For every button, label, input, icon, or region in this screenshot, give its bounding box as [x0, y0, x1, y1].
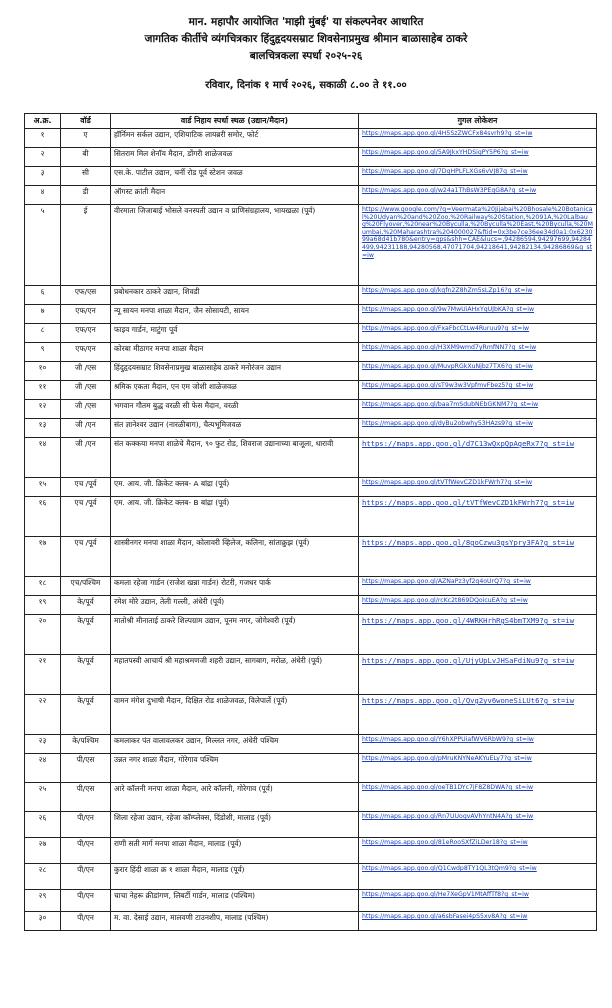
venue-name: वीरमाता जिजाबाई भोसले वनस्पती उद्यान व प्राणिसंग्रहालय, भायखळा (पूर्व) [111, 205, 359, 286]
ward-name: ई [61, 205, 111, 286]
venue-name: भगवान गौतम बुद्ध वरळी सी फेस मैदान, वरळी [111, 400, 359, 419]
table-row [25, 615, 597, 655]
ward-name: के/पूर्व [61, 615, 111, 655]
table-row [25, 655, 597, 695]
ward-name: के/पूर्व [61, 695, 111, 735]
venue-name: कमलाकर पंत वालावलकर उद्यान, मिल्लत नगर, अंधेरी पश्चिम [111, 735, 359, 754]
table-row [25, 129, 597, 148]
serial-number: २९ [25, 890, 61, 912]
google-maps-link[interactable]: https://maps.app.goo.gl/4H5SzZWCFx84svrh9?g_st=iw [359, 129, 597, 148]
serial-number: ५ [25, 205, 61, 286]
venue-name: संत ज्ञानेश्वर उद्यान (नारळीबाग), चैत्यभूमिजवळ [111, 419, 359, 438]
venue-name: श्रमिक एकता मैदान, एन एम जोशी शाळेजवळ [111, 381, 359, 400]
table-row [25, 478, 597, 497]
venue-name: रमेश मोरे उद्यान, तेली गल्ली, अंधेरी (पूर्व) [111, 596, 359, 615]
serial-number: २० [25, 615, 61, 655]
table-row [25, 438, 597, 478]
column-header-location: गुगल लोकेशन [359, 114, 597, 129]
google-maps-link[interactable]: https://maps.app.goo.gl/7DqHPLFLXGs6vVJ87g_st=iw [359, 167, 597, 186]
serial-number: २१ [25, 655, 61, 695]
venue-name: एस.के. पाटील उद्यान, चर्नी रोड पूर्व स्टेशन जवळ [111, 167, 359, 186]
document-header [0, 14, 612, 94]
serial-number: १९ [25, 596, 61, 615]
serial-number: २२ [25, 695, 61, 735]
venue-name: कुरार हिंदी शाळा क्र १ शाळा मैदान, मालाड (पूर्व) [111, 864, 359, 890]
column-header-venue: वार्ड निहाय स्पर्धा स्थळ (उद्यान/मैदान) [111, 114, 359, 129]
google-maps-link[interactable]: https://maps.app.goo.gl/a6sbFasei4pS5xv8A?g_st=iw [359, 912, 597, 931]
venue-name: शास्त्रीनगर मनपा शाळा मैदान, कोलावरी व्हिलेज, कलिना, सांताक्रुझ (पूर्व) [111, 537, 359, 577]
google-maps-link[interactable]: https://maps.app.goo.gl/tVTfWevCZD1kFWrh7?g_st=iw [359, 478, 597, 497]
ward-name: जी /एस [61, 381, 111, 400]
google-maps-link[interactable]: https://maps.app.goo.gl/Y6hXPPUiafWV6RbW9?g_st=iw [359, 735, 597, 754]
ward-name: के/पूर्व [61, 596, 111, 615]
venue-name: कमला रहेजा गार्डन (राजेश खन्ना गार्डन) रोटरी, गजधर पार्क [111, 577, 359, 596]
google-maps-link[interactable]: https://maps.app.goo.gl/FxaFbcCtLw4Ruruu9?g_st=iw [359, 324, 597, 343]
serial-number: २५ [25, 783, 61, 812]
google-maps-link[interactable]: https://maps.app.goo.gl/Q1Cwdp8TY1QL3tQm9?g_st=iw [359, 864, 597, 890]
serial-number: १३ [25, 419, 61, 438]
ward-name: पी/एस [61, 754, 111, 783]
serial-number: १६ [25, 497, 61, 537]
google-maps-link[interactable]: https://maps.app.goo.gl/tVTfWevCZD1kFWrh7?g_st=iw [359, 497, 597, 537]
ward-name: डी [61, 186, 111, 205]
google-maps-link[interactable]: https://maps.app.goo.gl/9w7MwUiAHxYqUJbKA?g_st=iw [359, 305, 597, 324]
google-maps-link[interactable]: https://maps.app.goo.gl/kgfn2Z8hZm5sLZp16?g_st=iw [359, 286, 597, 305]
serial-number: ९ [25, 343, 61, 362]
table-row [25, 735, 597, 754]
table-row [25, 497, 597, 537]
serial-number: ६ [25, 286, 61, 305]
google-maps-link[interactable]: https://maps.app.goo.gl/w24a1ThBsW3PEqG8A?g_st=iw [359, 186, 597, 205]
serial-number: ३० [25, 912, 61, 931]
venue-table [24, 113, 597, 931]
serial-number: १० [25, 362, 61, 381]
venue-name: ऑगस्ट क्रांती मैदान [111, 186, 359, 205]
serial-number: ८ [25, 324, 61, 343]
table-row [25, 537, 597, 577]
table-row [25, 783, 597, 812]
venue-name: मातोश्री मीनाताई ठाकरे शिल्पग्राम उद्यान, पूनम नगर, जोगेश्वरी (पूर्व) [111, 615, 359, 655]
table-row [25, 864, 597, 890]
table-row [25, 324, 597, 343]
google-maps-link[interactable]: https://maps.app.goo.gl/H3XM9wmd7yRmfNN7?g_st=iw [359, 343, 597, 362]
event-date: रविवार, दिनांक १ मार्च २०२६, सकाळी ८.०० ते ११.०० [205, 80, 407, 91]
serial-number: २ [25, 148, 61, 167]
ward-name: पी/एन [61, 912, 111, 931]
serial-number: ७ [25, 305, 61, 324]
serial-number: २६ [25, 812, 61, 838]
venue-name: हॉर्निमन सर्कल उद्यान, एशियाटिक लायब्ररी समोर, फोर्ट [111, 129, 359, 148]
google-maps-link[interactable]: https://maps.app.goo.gl/AZNaPz3yf2q4oUrQ7?g_st=iw [359, 577, 597, 596]
column-header-ward: वॉर्ड [61, 114, 111, 129]
google-maps-link[interactable]: https://maps.app.goo.gl/pMruKNYNeAKYuELy7?g_st=iw [359, 754, 597, 783]
serial-number: २७ [25, 838, 61, 864]
table-row [25, 305, 597, 324]
google-maps-link[interactable]: https://maps.app.goo.gl/UjyUpLvJHSaFdiNu9?g_st=iw [359, 655, 597, 695]
header-line-2: जागतिक कीर्तीचे व्यंगचित्रकार हिंदुहृदयसम्राट शिवसेनाप्रमुख श्रीमान बाळासाहेब ठाकरे [144, 33, 468, 45]
google-maps-link[interactable]: https://maps.app.goo.gl/Rn7UUogvAVhYntN4A?g_st=iw [359, 812, 597, 838]
ward-name: पी/एन [61, 890, 111, 912]
serial-number: १५ [25, 478, 61, 497]
serial-number: १४ [25, 438, 61, 478]
table-row [25, 695, 597, 735]
venue-name: महातपस्वी आचार्य श्री महाश्रमणजी शहरी उद्यान, सागबाग, मरोळ, अंधेरी (पूर्व) [111, 655, 359, 695]
table-row [25, 286, 597, 305]
serial-number: १ [25, 129, 61, 148]
ward-name: एफ/एन [61, 324, 111, 343]
ward-name: के/पूर्व [61, 655, 111, 695]
table-row [25, 596, 597, 615]
table-row [25, 838, 597, 864]
serial-number: २८ [25, 864, 61, 890]
venue-name: वामन मंगेश दुभाषी मैदान, दिक्षित रोड शाळेजवळ, विलेपार्ले (पूर्व) [111, 695, 359, 735]
venue-name: हिंदुहृदयसम्राट शिवसेनाप्रमुख बाळासाहेब ठाकरे मनोरंजन उद्यान [111, 362, 359, 381]
ward-name: के/पश्चिम [61, 735, 111, 754]
ward-name: पी/एन [61, 812, 111, 838]
venue-name: शिला रहेजा उद्यान, रहेजा कॉम्प्लेक्स, दिंडोशी, मालाड (पूर्व) [111, 812, 359, 838]
ward-name: ए [61, 129, 111, 148]
ward-name: पी/एस [61, 783, 111, 812]
venue-name: संत कक्कया मनपा शाळेचे मैदान, ९० फुट रोड, शिवराज उद्यानाच्या बाजूला, धारावी [111, 438, 359, 478]
table-row [25, 343, 597, 362]
google-maps-link[interactable]: https://maps.app.goo.gl/5A9JkxYHDSigPY5P6?g_st=iw [359, 148, 597, 167]
venue-name: आरे कॉलनी मनपा शाळा मैदान, आरे कॉलनी, गोरेगाव (पूर्व) [111, 783, 359, 812]
google-maps-link[interactable]: https://maps.app.goo.gl/dyBu2obwhy53HAzs9?g_st=iw [359, 419, 597, 438]
table-row [25, 400, 597, 419]
ward-name: एच /पूर्व [61, 537, 111, 577]
google-maps-link[interactable]: https://maps.app.goo.gl/rcKc2t869DQoicuEA?g_st=iw [359, 596, 597, 615]
google-maps-link[interactable]: https://maps.app.goo.gl/sT9w3w3VpfmvFbez5?g_st=iw [359, 381, 597, 400]
ward-name: एफ/एन [61, 305, 111, 324]
venue-name: न्यू सायन मनपा शाळा मैदान, जैन सोसायटी, सायन [111, 305, 359, 324]
google-maps-link[interactable]: https://maps.app.goo.gl/81eRooSXfZiLDer18?g_st=iw [359, 838, 597, 864]
serial-number: १७ [25, 537, 61, 577]
serial-number: २३ [25, 735, 61, 754]
google-maps-link[interactable]: https://maps.app.goo.gl/He7XeGpV1MtAffTf8?g_st=iw [359, 890, 597, 912]
venue-name: एम. आय. जी. क्रिकेट क्लब- A बांद्रा (पूर्व) [111, 478, 359, 497]
table-row [25, 167, 597, 186]
venue-name: प्रबोधनकार ठाकरे उद्यान, शिवडी [111, 286, 359, 305]
serial-number: ११ [25, 381, 61, 400]
serial-number: ४ [25, 186, 61, 205]
ward-name: पी/एन [61, 864, 111, 890]
venue-name: राणी सती मार्ग मनपा शाळा मैदान, मालाड (पूर्व) [111, 838, 359, 864]
ward-name: जी /एन [61, 419, 111, 438]
ward-name: जी /एस [61, 400, 111, 419]
ward-name: एफ/एन [61, 343, 111, 362]
ward-name: पी/एन [61, 838, 111, 864]
table-row [25, 812, 597, 838]
serial-number: ३ [25, 167, 61, 186]
google-maps-link[interactable]: https://maps.app.goo.gl/baa7mSdubNEbGKNM7?g_st=iw [359, 400, 597, 419]
table-row [25, 148, 597, 167]
google-maps-link[interactable]: https://www.google.com/?q=Veermata%20Jijabai%20Bhosale%20Botanical%20Udyan%20and%20Zoo,%20Railway%20Station,%2091A,%20Lalbaug%20Flyover,%20near%20Byculla,%20Byculla%20East,%20Byculla,%20Mumbai,%20Maharashtra%204000027&ftid=0x3be7ce36ee34d0a1:0x623099a68d41b780&entry=gps&shh=CAE&lucs=,94286594,94297699,94284499,94231188,94280568,47071704,94218641,94282134,94286869&g_st=iw [359, 205, 597, 286]
table-row [25, 381, 597, 400]
serial-number: २४ [25, 754, 61, 783]
ward-name: एच /पूर्व [61, 478, 111, 497]
ward-name: एफ/एस [61, 286, 111, 305]
ward-name: बी [61, 148, 111, 167]
table-row [25, 419, 597, 438]
serial-number: १८ [25, 577, 61, 596]
venue-name: म. वा. देसाई उद्यान, मालवणी टाउनशीप, मालाड (पश्चिम) [111, 912, 359, 931]
table-row [25, 205, 597, 286]
table-row [25, 754, 597, 783]
google-maps-link[interactable]: https://maps.app.goo.gl/8goCzwu3gsYpry3FA?g_st=iw [359, 537, 597, 577]
google-maps-link[interactable]: https://maps.app.goo.gl/oeTB1DYc7jF8Z8DWA?g_st=iw [359, 783, 597, 812]
venue-name: कोरबा मीठागर मनपा शाळा मैदान [111, 343, 359, 362]
header-line-1: मान. महापौर आयोजित 'माझी मुंबई' या संकल्पनेवर आधारित [188, 16, 424, 28]
ward-name: सी [61, 167, 111, 186]
google-maps-link[interactable]: https://maps.app.goo.gl/4WRKHrhRgS4bmTXM9?g_st=iw [359, 615, 597, 655]
table-row [25, 577, 597, 596]
table-row [25, 890, 597, 912]
venue-name: उन्नत नगर शाळा मैदान, गोरेगाव पश्चिम [111, 754, 359, 783]
column-header-serial: अ.क्र. [25, 114, 61, 129]
ward-name: जी /एन [61, 438, 111, 478]
serial-number: १२ [25, 400, 61, 419]
venue-name: सितराम मिल शेनॉय मैदान, डोंगरी शाळेजवळ [111, 148, 359, 167]
ward-name: एच /पूर्व [61, 497, 111, 537]
google-maps-link[interactable]: https://maps.app.goo.gl/Qvg2yv6woneSiLUt6?g_st=iw [359, 695, 597, 735]
venue-name: चाचा नेहरू क्रीडांगण, लिबर्टी गार्डन, मालाड (पश्चिम) [111, 890, 359, 912]
venue-name: एम. आय. जी. क्रिकेट क्लब- B बांद्रा (पूर्व) [111, 497, 359, 537]
venue-name: फाइव गार्डन, माटुंगा पूर्व [111, 324, 359, 343]
header-line-3: बालचित्रकला स्पर्धा २०२५-२६ [249, 50, 363, 62]
google-maps-link[interactable]: https://maps.app.goo.gl/d7C13wQxpQpAgeRx7?g_st=iw [359, 438, 597, 478]
ward-name: जी /एस [61, 362, 111, 381]
table-row [25, 912, 597, 931]
table-row [25, 186, 597, 205]
ward-name: एच/पश्चिम [61, 577, 111, 596]
table-header-row [25, 114, 597, 129]
table-row [25, 362, 597, 381]
google-maps-link[interactable]: https://maps.app.goo.gl/MuvpRGkXuNjbz7TX6?g_st=iw [359, 362, 597, 381]
